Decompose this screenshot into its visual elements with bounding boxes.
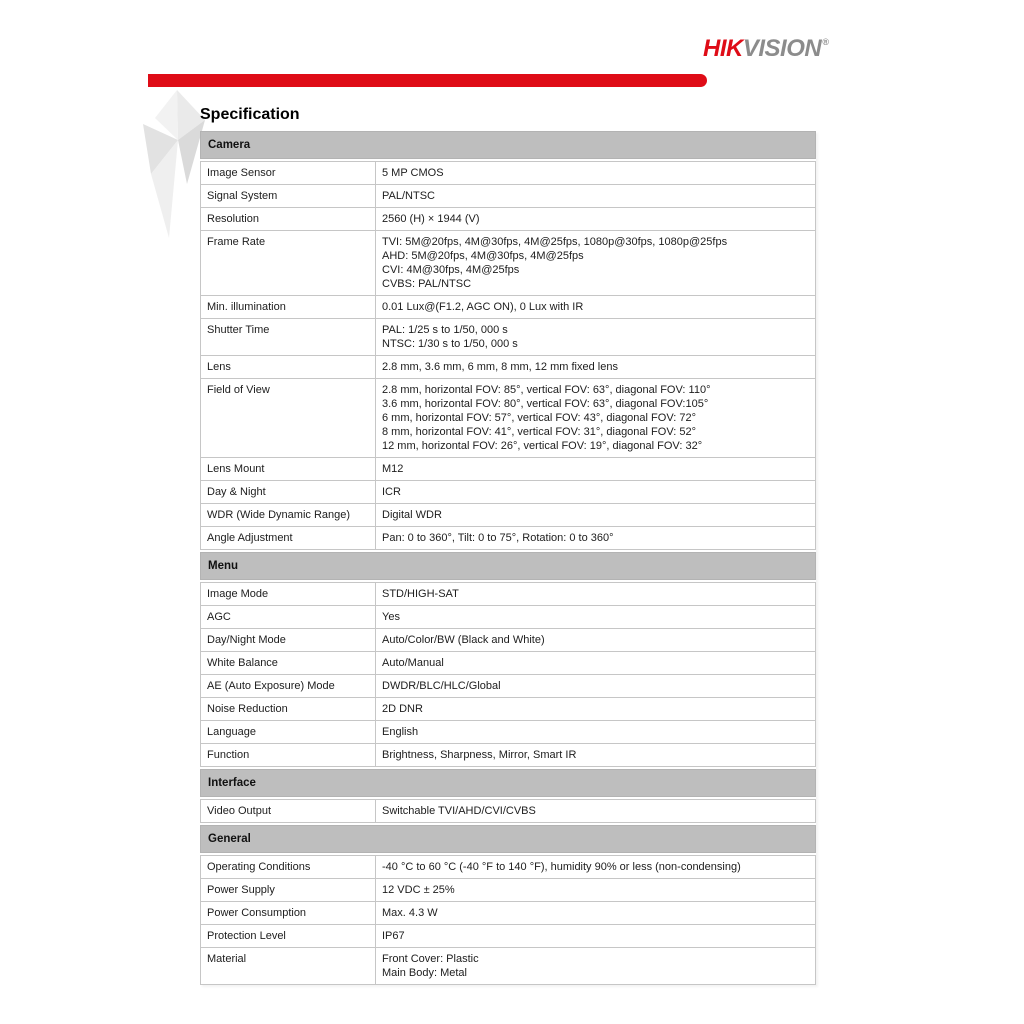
spec-row-value — [376, 721, 815, 743]
spec-row-label: Shutter Time — [201, 319, 376, 355]
spec-row-value — [376, 902, 815, 924]
spec-row — [200, 902, 816, 925]
brand-red-bar — [148, 74, 707, 87]
spec-value-line: Digital WDR — [382, 509, 442, 521]
spec-value-line: Yes — [382, 611, 400, 623]
spec-row — [200, 185, 816, 208]
spec-row — [200, 356, 816, 379]
spec-row — [200, 208, 816, 231]
spec-table — [200, 131, 816, 985]
spec-value-line: PAL: 1/25 s to 1/50, 000 s — [382, 324, 508, 336]
spec-value-line: -40 °C to 60 °C (-40 °F to 140 °F), humidity 90% or less (non-condensing) — [382, 861, 741, 873]
spec-row-value — [376, 800, 815, 822]
spec-row-label: Frame Rate — [201, 231, 376, 295]
spec-row-label: White Balance — [201, 652, 376, 674]
spec-value-line: IP67 — [382, 930, 405, 942]
spec-value-line: CVBS: PAL/NTSC — [382, 278, 472, 290]
spec-row-label: Video Output — [201, 800, 376, 822]
spec-row-label: Function — [201, 744, 376, 766]
spec-row-label: AE (Auto Exposure) Mode — [201, 675, 376, 697]
spec-value-line: 6 mm, horizontal FOV: 57°, vertical FOV: 43°, diagonal FOV: 72° — [382, 412, 696, 424]
spec-value-line: AHD: 5M@20fps, 4M@30fps, 4M@25fps — [382, 250, 584, 262]
spec-row — [200, 698, 816, 721]
spec-row-value — [376, 675, 815, 697]
spec-value-line: Switchable TVI/AHD/CVI/CVBS — [382, 805, 536, 817]
spec-row-label: WDR (Wide Dynamic Range) — [201, 504, 376, 526]
spec-value-line: 0.01 Lux@(F1.2, AGC ON), 0 Lux with IR — [382, 301, 584, 313]
spec-value-line: English — [382, 726, 419, 738]
spec-value-line: M12 — [382, 463, 404, 475]
spec-row-label: Power Consumption — [201, 902, 376, 924]
spec-value-line: Brightness, Sharpness, Mirror, Smart IR — [382, 749, 577, 761]
spec-row — [200, 527, 816, 550]
spec-value-line: 3.6 mm, horizontal FOV: 80°, vertical FOV: 63°, diagonal FOV:105° — [382, 398, 709, 410]
spec-row — [200, 855, 816, 879]
spec-value-line: PAL/NTSC — [382, 190, 435, 202]
spec-value-line: Front Cover: Plastic — [382, 953, 479, 965]
spec-row — [200, 675, 816, 698]
spec-row-value — [376, 925, 815, 947]
logo-hik-text: HIK — [703, 35, 743, 62]
spec-row-label: Lens Mount — [201, 458, 376, 480]
spec-row-label: Min. illumination — [201, 296, 376, 318]
spec-row-value — [376, 162, 815, 184]
spec-row — [200, 606, 816, 629]
spec-row-value — [376, 504, 815, 526]
spec-row-label: Operating Conditions — [201, 856, 376, 878]
spec-row — [200, 319, 816, 356]
spec-value-line: Main Body: Metal — [382, 967, 467, 979]
section-header-menu: Menu — [200, 552, 816, 580]
spec-row — [200, 379, 816, 458]
spec-row-value — [376, 185, 815, 207]
registered-trademark-icon: ® — [822, 37, 829, 47]
spec-row — [200, 481, 816, 504]
spec-row-label: Language — [201, 721, 376, 743]
spec-row-label: Image Sensor — [201, 162, 376, 184]
spec-row-label: Field of View — [201, 379, 376, 457]
spec-content — [200, 106, 816, 985]
spec-row-value — [376, 606, 815, 628]
logo-vision-text: VISION — [742, 35, 822, 62]
spec-row — [200, 504, 816, 527]
spec-value-line: 2.8 mm, horizontal FOV: 85°, vertical FOV: 63°, diagonal FOV: 110° — [382, 384, 711, 396]
spec-value-line: 5 MP CMOS — [382, 167, 444, 179]
spec-row-label: Lens — [201, 356, 376, 378]
spec-row-label: Resolution — [201, 208, 376, 230]
spec-row-value — [376, 296, 815, 318]
spec-row-label: Power Supply — [201, 879, 376, 901]
spec-row-value — [376, 698, 815, 720]
spec-value-line: 2D DNR — [382, 703, 423, 715]
spec-row-value — [376, 948, 815, 984]
spec-row — [200, 799, 816, 823]
spec-row-label: Protection Level — [201, 925, 376, 947]
spec-value-line: 2560 (H) × 1944 (V) — [382, 213, 480, 225]
spec-row-value — [376, 652, 815, 674]
spec-row-label: AGC — [201, 606, 376, 628]
spec-value-line: 8 mm, horizontal FOV: 41°, vertical FOV: 31°, diagonal FOV: 52° — [382, 426, 696, 438]
spec-row-value — [376, 356, 815, 378]
spec-row — [200, 652, 816, 675]
spec-row-value — [376, 744, 815, 766]
spec-value-line: 2.8 mm, 3.6 mm, 6 mm, 8 mm, 12 mm fixed lens — [382, 361, 618, 373]
spec-row — [200, 721, 816, 744]
section-header-camera: Camera — [200, 131, 816, 159]
hikvision-logo — [703, 30, 828, 61]
spec-value-line: DWDR/BLC/HLC/Global — [382, 680, 501, 692]
spec-value-line: CVI: 4M@30fps, 4M@25fps — [382, 264, 520, 276]
spec-row — [200, 948, 816, 985]
spec-row — [200, 458, 816, 481]
spec-value-line: Max. 4.3 W — [382, 907, 438, 919]
spec-row-value — [376, 879, 815, 901]
spec-row — [200, 629, 816, 652]
page-title: Specification — [200, 106, 300, 123]
spec-row — [200, 296, 816, 319]
spec-row-value — [376, 583, 815, 605]
spec-row-label: Day/Night Mode — [201, 629, 376, 651]
spec-value-line: Auto/Color/BW (Black and White) — [382, 634, 545, 646]
spec-row-value — [376, 458, 815, 480]
spec-value-line: TVI: 5M@20fps, 4M@30fps, 4M@25fps, 1080p@30fps, 1080p@25fps — [382, 236, 728, 248]
spec-value-line: 12 mm, horizontal FOV: 26°, vertical FOV: 19°, diagonal FOV: 32° — [382, 440, 703, 452]
spec-row-label: Noise Reduction — [201, 698, 376, 720]
spec-row-value — [376, 319, 815, 355]
spec-row-value — [376, 379, 815, 457]
spec-row-label: Signal System — [201, 185, 376, 207]
spec-row-label: Image Mode — [201, 583, 376, 605]
spec-row-value — [376, 208, 815, 230]
spec-row-label: Material — [201, 948, 376, 984]
spec-row-value — [376, 231, 815, 295]
spec-row — [200, 925, 816, 948]
spec-row-label: Angle Adjustment — [201, 527, 376, 549]
spec-row-value — [376, 481, 815, 503]
spec-row-label: Day & Night — [201, 481, 376, 503]
spec-row — [200, 231, 816, 296]
spec-row — [200, 161, 816, 185]
spec-value-line: NTSC: 1/30 s to 1/50, 000 s — [382, 338, 518, 350]
spec-value-line: STD/HIGH-SAT — [382, 588, 459, 600]
spec-value-line: Auto/Manual — [382, 657, 444, 669]
section-header-interface: Interface — [200, 769, 816, 797]
spec-value-line: 12 VDC ± 25% — [382, 884, 455, 896]
spec-row-value — [376, 856, 815, 878]
spec-value-line: ICR — [382, 486, 401, 498]
spec-row — [200, 744, 816, 767]
spec-row — [200, 879, 816, 902]
spec-row-value — [376, 527, 815, 549]
spec-value-line: Pan: 0 to 360°, Tilt: 0 to 75°, Rotation: 0 to 360° — [382, 532, 614, 544]
spec-row — [200, 582, 816, 606]
spec-row-value — [376, 629, 815, 651]
section-header-general: General — [200, 825, 816, 853]
